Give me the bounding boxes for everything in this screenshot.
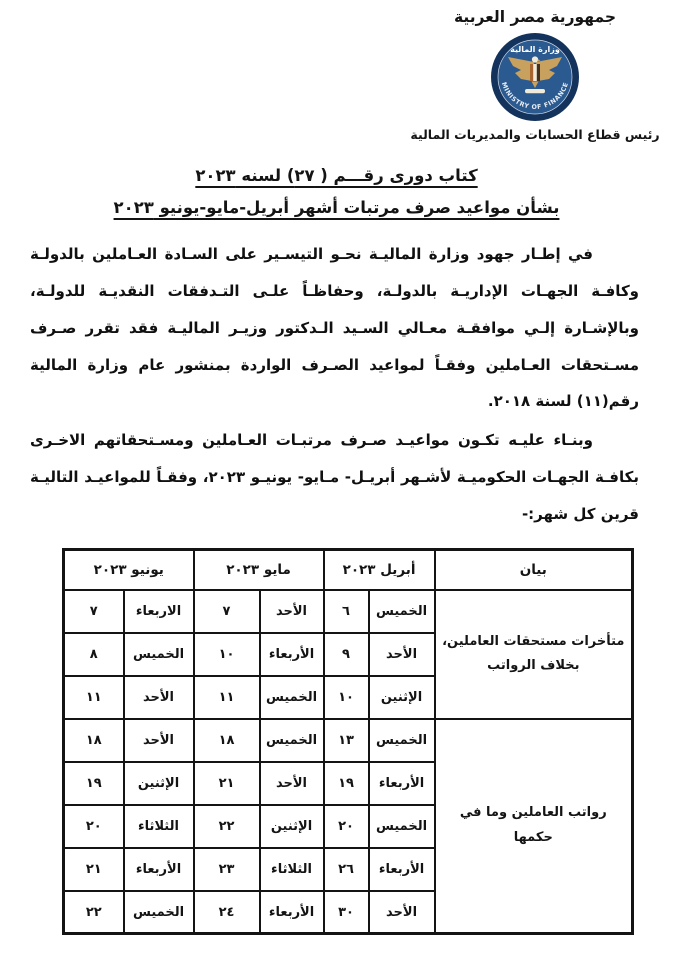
day-cell: الأربعاء [124, 848, 194, 891]
date-cell: ١١ [64, 676, 124, 719]
table-row [64, 719, 633, 762]
logo-arabic-text: وزارة المالية [510, 45, 560, 54]
date-cell: ١٠ [324, 676, 369, 719]
date-cell: ٢٣ [194, 848, 260, 891]
day-cell: الأحد [260, 590, 324, 633]
date-cell: ٨ [64, 633, 124, 676]
day-cell: الإثنين [369, 676, 435, 719]
day-cell: الخميس [369, 590, 435, 633]
day-cell: الاربعاء [124, 590, 194, 633]
day-cell: الأحد [369, 633, 435, 676]
table-header-row [64, 550, 633, 590]
ministry-logo [490, 32, 580, 122]
body-paragraph-1: في إطـار جهود وزارة الماليـة نحـو التيسـير على السـادة العـاملين بالدولـة وكافـة الجهـات الإداريـة بالدولـة، وحفاظـاً علـى التـدفقات النقديـة للدولـة، وبالإشـارة إلـي موافقـة معـالي السـيد الـدكتور وزيـر الماليـة فقد تقرر صـرف مسـتحقات العـاملين وفقـاً لمواعيد الصـرف الواردة بمنشور عام وزارة المالية رقم(١١) لسنة ٢٠١٨. [30, 245, 639, 411]
header-column [409, 8, 661, 142]
day-cell: الأحد [260, 762, 324, 805]
date-cell: ١١ [194, 676, 260, 719]
day-cell: الخميس [260, 719, 324, 762]
table-row [64, 590, 633, 633]
date-cell: ٦ [324, 590, 369, 633]
date-cell: ٢٠ [64, 805, 124, 848]
logo-english-text: MINISTRY OF FINANCE [499, 81, 571, 112]
day-cell: الأحد [124, 719, 194, 762]
day-cell: الإثنين [260, 805, 324, 848]
date-cell: ٩ [324, 633, 369, 676]
day-cell: الأربعاء [369, 762, 435, 805]
circular-title-line2: بشأن مواعيد صرف مرتبات أشهر أبريل-مايو-يونيو ٢٠٢٣ [113, 198, 560, 218]
statement-cell-arrears: متأخرات مستحقات العاملين، بخلاف الرواتب [435, 590, 633, 719]
date-cell: ١٩ [64, 762, 124, 805]
june-column-header: يونيو ٢٠٢٣ [64, 550, 194, 590]
day-cell: الأحد [369, 891, 435, 934]
circular-title [0, 160, 673, 224]
day-cell: الخميس [124, 633, 194, 676]
statement-column-header: بيان [435, 550, 633, 590]
april-column-header: أبريل ٢٠٢٣ [324, 550, 435, 590]
date-cell: ٢٤ [194, 891, 260, 934]
date-cell: ٢٢ [64, 891, 124, 934]
date-cell: ٢١ [64, 848, 124, 891]
date-cell: ٢٠ [324, 805, 369, 848]
circular-title-line1: كتاب دورى رقـــم ( ٢٧) لسنه ٢٠٢٣ [195, 166, 478, 185]
date-cell: ١٠ [194, 633, 260, 676]
date-cell: ٧ [194, 590, 260, 633]
date-cell: ١٩ [324, 762, 369, 805]
day-cell: الثلاثاء [260, 848, 324, 891]
day-cell: الخميس [124, 891, 194, 934]
country-title: جمهورية مصر العربية [453, 8, 617, 26]
date-cell: ١٨ [64, 719, 124, 762]
day-cell: الخميس [260, 676, 324, 719]
day-cell: الأربعاء [260, 633, 324, 676]
body-paragraph-2: وبنـاء عليـه تكـون مواعيـد صـرف مرتبـات العـاملين ومسـتحقاتهم الاخـرى بكافـة الجهـات الحكوميـة لأشـهر أبريـل- مـايو- يونيـو ٢٠٢٣، وفقـاً للمواعيـد التاليـة قرين كل شهر:- [30, 431, 639, 523]
date-cell: ٢١ [194, 762, 260, 805]
day-cell: الأربعاء [260, 891, 324, 934]
date-cell: ٢٢ [194, 805, 260, 848]
day-cell: الأحد [124, 676, 194, 719]
date-cell: ١٨ [194, 719, 260, 762]
payment-schedule-table [62, 548, 634, 935]
ministry-seal-icon [490, 32, 580, 122]
date-cell: ٢٦ [324, 848, 369, 891]
department-title: رئيس قطاع الحسابات والمديريات المالية [410, 127, 660, 142]
day-cell: الأربعاء [369, 848, 435, 891]
day-cell: الخميس [369, 805, 435, 848]
may-column-header: مايو ٢٠٢٣ [194, 550, 324, 590]
date-cell: ١٣ [324, 719, 369, 762]
day-cell: الخميس [369, 719, 435, 762]
date-cell: ٧ [64, 590, 124, 633]
date-cell: ٣٠ [324, 891, 369, 934]
day-cell: الإثنين [124, 762, 194, 805]
statement-cell-salaries: رواتب العاملين وما في حكمها [435, 719, 633, 934]
body-text [30, 236, 639, 532]
header-block [0, 0, 673, 142]
day-cell: الثلاثاء [124, 805, 194, 848]
